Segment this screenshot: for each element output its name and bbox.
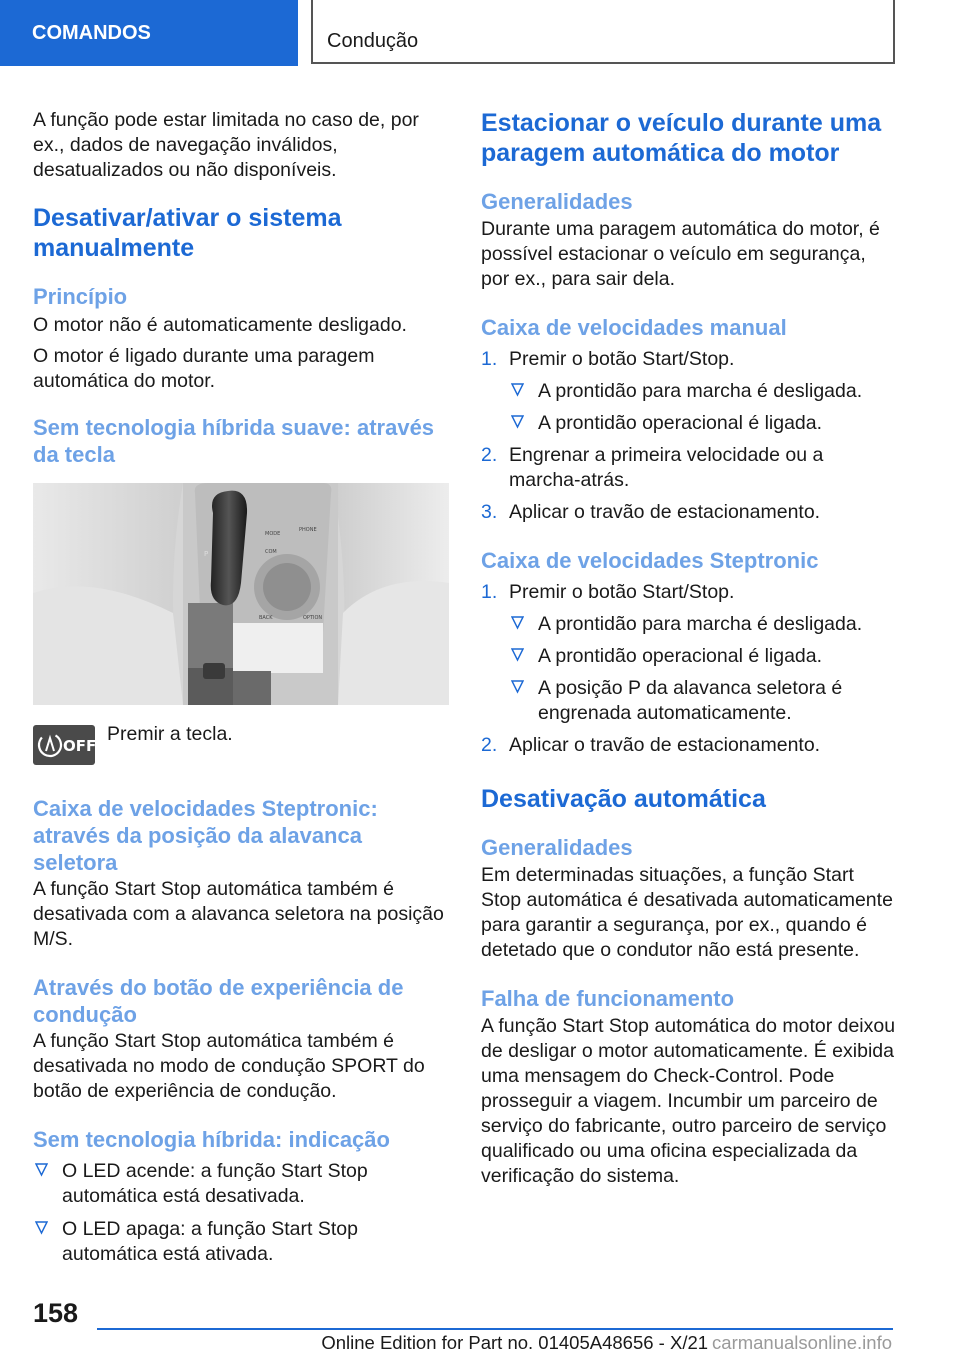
heading-general-1: Generalidades: [481, 189, 633, 214]
label-option: OPTION: [303, 615, 323, 621]
press-key-row: [33, 725, 449, 765]
auto-start-stop-off-icon: [33, 725, 95, 765]
manual-substeps: [481, 379, 897, 436]
triangle-bullet-icon: [35, 1221, 48, 1235]
list-item: A posição P da alavanca seletora é engrenada automaticamente.: [481, 676, 897, 726]
principle-text-2: O motor é ligado durante uma paragem automática do motor.: [33, 345, 375, 392]
malfunction-text: A função Start Stop automática do motor deixou de desligar o motor automaticamente. É exibida uma mensagem do Check-Control. Pode prosseguir a viagem. Incumbir um parceiro de serviço do fabricante, outro parceiro de serviço qualificado ou uma oficina especializada da verificação do sistema.: [481, 1015, 896, 1187]
general-1-text: Durante uma paragem automática do motor, é possível estacionar o veículo em segurança, por ex., para sair dela.: [481, 218, 880, 290]
list-item: 1. Premir o botão Start/Stop.: [481, 581, 735, 603]
footer-edition: Online Edition for Part no. 01405A48656 - X/21 carmanualsonline.info: [321, 1332, 892, 1353]
heading-park-during-stop: Estacionar o veículo durante uma paragem automática do motor: [481, 109, 882, 167]
heading-manual-gearbox: Caixa de velocidades manual: [481, 315, 787, 340]
heading-automatic-deactivation: Desativação automática: [481, 785, 766, 813]
principle-text-1: O motor não é automaticamente desligado.: [33, 314, 407, 336]
list-item: 2. Aplicar o travão de estacionamento.: [481, 734, 821, 756]
heading-general-2: Generalidades: [481, 835, 633, 860]
triangle-bullet-icon: [511, 616, 524, 630]
heading-malfunction: Falha de funcionamento: [481, 986, 735, 1011]
svg-text:OFF: OFF: [63, 737, 95, 755]
heading-manual-deactivation: Desativar/ativar o sistema manualmente: [33, 204, 342, 262]
list-item: A prontidão operacional é ligada.: [481, 644, 897, 669]
heading-principle: Princípio: [33, 284, 128, 309]
list-item: 2. Engrenar a primeira velocidade ou a marcha-atrás.: [481, 444, 824, 491]
label-com: COM: [265, 549, 277, 555]
heading-steptronic-selector: Caixa de velocidades Steptronic: através da posição da alavanca seletora: [33, 796, 378, 875]
label-park: P: [204, 550, 209, 558]
label-phone: PHONE: [299, 527, 317, 533]
label-back: BACK: [259, 615, 273, 621]
list-item: A prontidão operacional é ligada.: [481, 411, 897, 436]
gear-selector-photo: [33, 483, 449, 705]
page-number: 158: [33, 1298, 79, 1328]
footer-watermark: carmanualsonline.info: [712, 1332, 892, 1353]
heading-steptronic-gearbox: Caixa de velocidades Steptronic: [481, 548, 819, 573]
triangle-bullet-icon: [511, 415, 524, 429]
steptronic-steps-cont: [481, 733, 897, 758]
right-column: [481, 108, 897, 1189]
heading-no-hybrid-indication: Sem tecnologia híbrida: indicação: [33, 1127, 390, 1152]
list-item: [33, 1159, 449, 1209]
footer-divider: [97, 1328, 893, 1330]
label-mode: MODE: [265, 531, 281, 537]
triangle-bullet-icon: [35, 1163, 48, 1177]
indication-list: [33, 1159, 449, 1267]
heading-no-mild-hybrid-key: Sem tecnologia híbrida suave: através da tecla: [33, 415, 435, 467]
list-item: [33, 1217, 449, 1267]
gear-selector-illustration: [33, 483, 449, 705]
steptronic-substeps: [481, 612, 897, 726]
steptronic-steps: [481, 580, 897, 605]
driving-experience-text: A função Start Stop automática também é desativada no modo de condução SPORT do botão de experiência de condução.: [33, 1030, 425, 1102]
triangle-bullet-icon: [511, 648, 524, 662]
indication-led-off: O LED apaga: a função Start Stop automática está ativada.: [62, 1218, 358, 1265]
manual-gearbox-steps: [481, 347, 897, 372]
heading-driving-experience-switch: Através do botão de experiência de condução: [33, 975, 404, 1027]
indication-led-on: O LED acende: a função Start Stop automática está desativada.: [62, 1160, 368, 1207]
header-chapter-tab: Condução: [311, 0, 895, 64]
left-column: [33, 108, 449, 1267]
header-section-tab: COMANDOS: [0, 0, 298, 66]
intro-paragraph: A função pode estar limitada no caso de, por ex., dados de navegação inválidos, desatualizados ou não disponíveis.: [33, 109, 419, 181]
list-item: 1. Premir o botão Start/Stop.: [481, 348, 735, 370]
list-item: 3. Aplicar o travão de estacionamento.: [481, 501, 821, 523]
press-key-text: Premir a tecla.: [107, 723, 233, 745]
general-2-text: Em determinadas situações, a função Start Stop automática é desativada automaticamente para garantir a segurança, por ex., quando é detetado que o condutor não está presente.: [481, 864, 893, 961]
manual-gearbox-steps-cont: [481, 443, 897, 525]
triangle-bullet-icon: [511, 680, 524, 694]
list-item: A prontidão para marcha é desligada.: [481, 612, 897, 637]
triangle-bullet-icon: [511, 383, 524, 397]
steptronic-selector-text: A função Start Stop automática também é desativada com a alavanca seletora na posição M/S.: [33, 878, 444, 950]
list-item: A prontidão para marcha é desligada.: [481, 379, 897, 404]
